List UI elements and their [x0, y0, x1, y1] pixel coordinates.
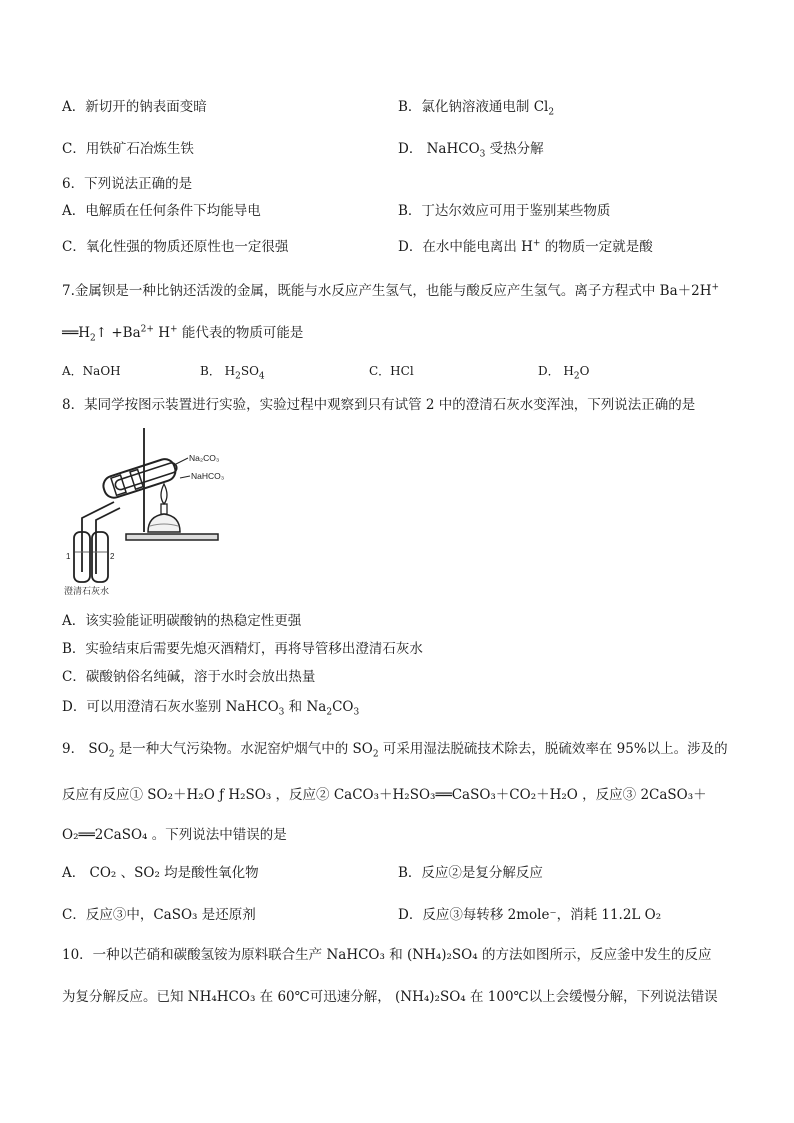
label-limewater: 澄清石灰水	[64, 587, 110, 597]
q9-option-c: C．反应③中，CaSO₃ 是还原剂	[62, 907, 256, 923]
q7-stem-line2: $══H_2↑ +Ba^{2+}$ H+ 能代表的物质可能是	[62, 324, 304, 344]
stand-base	[126, 534, 218, 540]
q8-option-d: D．可以用澄清石灰水鉴别 NaHCO$_3$ 和 $Na_2CO_3$	[62, 699, 360, 718]
q8-option-c: C．碳酸钠俗名纯碱，溶于水时会放出热量	[62, 669, 316, 685]
q7-option-b: B． $H_2SO_4$	[200, 364, 265, 382]
q7-stem-line1: 7.金属钡是一种比钠还活泼的金属，既能与水反应产生氢气，也能与酸反应产生氢气。离子方程式中 Ba＋2H+	[62, 282, 720, 299]
label-na2co3: Na₂CO₃	[189, 453, 220, 463]
q10-stem-line1: 10．一种以芒硝和碳酸氢铵为原料联合生产 NaHCO₃ 和 (NH₄)₂SO₄ 的方法如图所示，反应釜中发生的反应	[62, 947, 712, 963]
q9-stem-line1: 9． $SO_2$ 是一种大气污染物。水泥窑炉烟气中的 $SO_2$ 可采用湿法脱硫技术除去，脱硫效率在 95%以上。涉及的	[62, 741, 728, 760]
flame	[161, 484, 167, 504]
q8-apparatus-diagram	[62, 424, 238, 598]
q6-stem: 6．下列说法正确的是	[62, 176, 193, 192]
alcohol-lamp	[148, 514, 180, 532]
outer-test-tube	[101, 456, 180, 500]
q9-stem-line3: O₂══2CaSO₄ 。下列说法中错误的是	[62, 827, 287, 843]
q9-option-a: A． CO₂ 、SO₂ 均是酸性氧化物	[62, 865, 259, 881]
label-tube-2: 2	[110, 552, 115, 561]
q9-option-d: D．反应③每转移 2mole⁻，消耗 11.2L O₂	[398, 907, 662, 923]
q8-option-b: B．实验结束后需要先熄灭酒精灯，再将导管移出澄清石灰水	[62, 641, 423, 657]
q8-option-a: A．该实验能证明碳酸钠的热稳定性更强	[62, 613, 302, 629]
label-tube-1: 1	[66, 552, 71, 561]
q9-stem-line2: 反应有反应① SO₂＋H₂O ƒ H₂SO₃ ，反应② CaCO₃＋H₂SO₃══CaSO₃＋CO₂＋H₂O ，反应③ 2CaSO₃＋	[62, 787, 707, 803]
q7-option-c: C．HCl	[369, 364, 414, 378]
label-nahco3: NaHCO₃	[191, 471, 225, 481]
q9-option-b: B．反应②是复分解反应	[398, 865, 543, 881]
q6-option-a: A．电解质在任何条件下均能导电	[62, 203, 261, 219]
q5-option-c: C．用铁矿石冶炼生铁	[62, 141, 194, 157]
q5-option-d: D． NaHCO$_3$ 受热分解	[398, 141, 544, 160]
q6-option-d: D．在水中能电离出 H+ 的物质一定就是酸	[398, 238, 653, 255]
q8-stem: 8．某同学按图示装置进行实验，实验过程中观察到只有试管 2 中的澄清石灰水变浑浊，下列说法正确的是	[62, 397, 696, 413]
limewater-tube-2	[92, 532, 108, 582]
q5-option-b: B．氯化钠溶液通电制 $Cl_2$	[398, 99, 555, 118]
q5-option-a: A．新切开的钠表面变暗	[62, 99, 207, 115]
q6-option-c: C．氧化性强的物质还原性也一定很强	[62, 239, 289, 255]
q7-option-a: A．NaOH	[62, 364, 121, 378]
q6-option-b: B．丁达尔效应可用于鉴别某些物质	[398, 203, 611, 219]
q7-option-d: D． $H_2O$	[538, 364, 590, 382]
q10-stem-line2: 为复分解反应。已知 NH₄HCO₃ 在 60℃可迅速分解， (NH₄)₂SO₄ 在 100℃以上会缓慢分解，下列说法错误	[62, 989, 718, 1005]
